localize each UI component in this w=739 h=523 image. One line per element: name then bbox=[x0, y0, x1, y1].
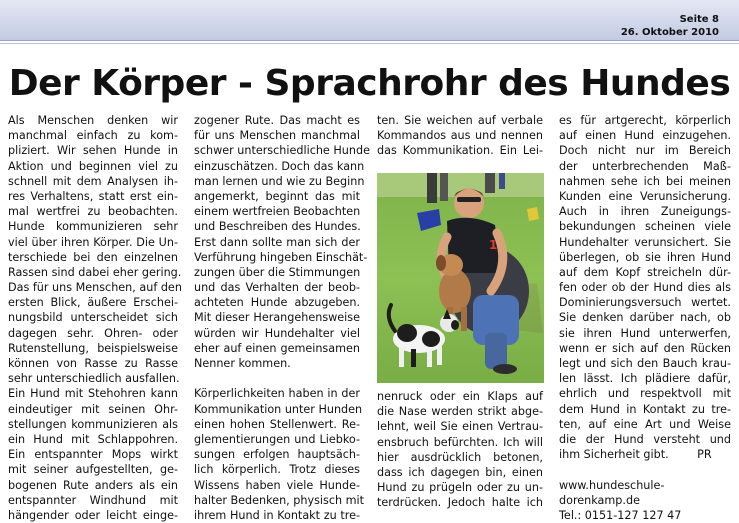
website-line-1: www.hundeschule- bbox=[559, 478, 665, 492]
text-line: Ein entspannter Mops wirkt bbox=[8, 448, 178, 462]
text-line: hier ausdrücklich betonen, bbox=[377, 450, 543, 464]
issue-date: 26. Oktober 2010 bbox=[620, 27, 719, 38]
header-divider bbox=[0, 43, 739, 44]
text-line: Erst dann sollte man sich der bbox=[194, 235, 360, 249]
text-line: Das für uns Menschen, auf den bbox=[8, 281, 182, 295]
text-line: Kommandos aus und nennen bbox=[377, 129, 543, 143]
paragraph-gap bbox=[194, 371, 360, 386]
text-line: ersten Blick, äußere Erschei- bbox=[8, 296, 178, 310]
text-line: Mit dieser Herangehensweise bbox=[194, 311, 360, 325]
text-line: bekundungen scheinen viele bbox=[559, 220, 731, 234]
text-line: sehr unterschiedlich ausfallen. bbox=[8, 372, 180, 386]
text-line: schwer unterschiedliche Hunde bbox=[194, 144, 370, 158]
text-line: das Kommunikation. Ein Lei- bbox=[377, 144, 543, 158]
text-line: Hunde kommunizieren sehr bbox=[8, 220, 178, 234]
text-line: einen hohen Stellenwert. Re- bbox=[194, 417, 360, 431]
text-line: Auch in ihren Zuneigungs- bbox=[559, 205, 731, 219]
text-line: glementierungen und Liebko- bbox=[194, 432, 360, 446]
text-line: für uns Menschen manchmal bbox=[194, 129, 360, 143]
text-line: Als Menschen denken wir bbox=[8, 114, 178, 127]
text-line: hängender oder leicht einge- bbox=[8, 508, 178, 522]
text-line: terschiede bei den einzelnen bbox=[8, 250, 178, 264]
text-line: die Nase werden strikt abge- bbox=[377, 405, 543, 419]
text-line: Verführung hingeben Einschät- bbox=[194, 250, 368, 264]
text-line: ihm Sicherheit gibt. PR bbox=[559, 448, 712, 462]
text-line: len lässt. Ich plädiere dafür, bbox=[559, 372, 731, 386]
text-line: fen oder ob der Hund dies als bbox=[559, 281, 731, 295]
text-line: ein Hund mit Schlappohren. bbox=[8, 432, 178, 446]
text-line: mal wertfrei zu beobachten. bbox=[8, 205, 178, 219]
text-line: entspannter Windhund mit bbox=[8, 493, 178, 507]
text-column-1 bbox=[8, 113, 182, 523]
text-line: mit seiner aufgestellten, ge- bbox=[8, 463, 178, 477]
page-number: Seite 8 bbox=[679, 14, 719, 25]
text-line: würden wir Hundehalter viel bbox=[194, 326, 360, 340]
text-line: viel über ihren Körper. Die Un- bbox=[8, 235, 178, 249]
text-line: Wissens haben viele Hunde- bbox=[194, 478, 360, 492]
text-line: zogener Rute. Das macht es bbox=[194, 114, 360, 127]
text-line: manchmal einfach zu kom- bbox=[8, 129, 178, 143]
text-line: Sie denken darüber nach, ob bbox=[559, 311, 731, 325]
text-line: dagegen sehr. Ohren- oder bbox=[8, 326, 178, 340]
text-line: und Beschreiben des Hundes. bbox=[194, 220, 361, 234]
text-line: einem wertfreien Beobachten bbox=[194, 205, 361, 219]
text-line: nungsbild unterscheidet sich bbox=[8, 311, 178, 325]
text-line: man lernen und wie zu Beginn bbox=[194, 174, 365, 188]
text-line: legt und sich den Bauch krau- bbox=[559, 357, 731, 370]
text-line: eindeutiger mit seinen Ohr- bbox=[8, 402, 178, 416]
text-column-2 bbox=[194, 113, 370, 523]
text-line: Aktion und beginnen viel zu bbox=[8, 159, 178, 173]
text-line: Dominierungsversuch wertet. bbox=[559, 296, 731, 310]
text-line: auf dem Kopf streicheln dür- bbox=[559, 265, 731, 279]
text-line: überlegen, ob sie ihren Hund bbox=[559, 250, 731, 264]
text-column-3-bottom bbox=[377, 389, 543, 511]
text-line: ensbruch befürchten. Ich will bbox=[377, 435, 543, 449]
text-line: ten, auf eine Art und Weise bbox=[559, 417, 731, 431]
text-line: eher auf einen gemeinsamen bbox=[194, 341, 360, 355]
text-line: können von Rasse zu Rasse bbox=[8, 357, 178, 370]
text-line: auf einen Hund einzugehen. bbox=[559, 129, 731, 143]
text-line: wenn er sich auf den Rücken bbox=[559, 341, 731, 355]
text-line: dem Hund in Kontakt zu tre- bbox=[559, 402, 731, 416]
text-line: ehrlich und respektvoll mit bbox=[559, 387, 731, 401]
text-line: sungen erfolgen hauptsäch- bbox=[194, 448, 360, 462]
website-line-2: dorenkamp.de bbox=[559, 493, 640, 507]
text-column-3-top bbox=[377, 113, 543, 159]
text-line: schnell mit dem Analysen ih- bbox=[8, 174, 178, 188]
text-line: es für artgerecht, körperlich bbox=[559, 114, 731, 127]
text-line: zungen über die Stimmungen bbox=[194, 265, 361, 279]
text-line: dass ich dagegen bin, einen bbox=[377, 465, 543, 479]
text-column-4 bbox=[559, 113, 731, 523]
text-line: sie ihren Hund unterwerfen, bbox=[559, 326, 731, 340]
text-line: die der Hund versteht und bbox=[559, 432, 731, 446]
text-line: halter Bedenken, physisch mit bbox=[194, 493, 365, 507]
text-line: Ein Hund mit Stehohren kann bbox=[8, 387, 178, 401]
phone-number: Tel.: 0151-127 127 47 bbox=[559, 508, 682, 522]
text-line: der unterbrechenden Maß- bbox=[559, 159, 731, 173]
text-line: Hundehalter verunsichert. Sie bbox=[559, 235, 731, 249]
text-line: Rassen sind dabei eher gering. bbox=[8, 265, 182, 279]
text-line: und das Verhalten der beob- bbox=[194, 281, 360, 295]
photo-man-with-dogs bbox=[377, 173, 544, 383]
text-line: angemerkt, beginnt das mit bbox=[194, 189, 360, 203]
text-line: terdrücken. Jedoch halte ich bbox=[377, 496, 543, 510]
text-line: Doch nicht nur im Bereich bbox=[559, 144, 731, 158]
article-headline: Der Körper - Sprachrohr des Hundes bbox=[8, 63, 731, 104]
text-line: Kommunikation unter Hunden bbox=[194, 402, 363, 416]
text-line: nenruck oder ein Klaps auf bbox=[377, 390, 543, 403]
text-line: lich körperlich. Trotz dieses bbox=[194, 463, 360, 477]
text-line: Rutenstellung, beispielsweise bbox=[8, 341, 178, 355]
text-line: nahmen sehe ich bei meinen bbox=[559, 174, 731, 188]
shirt-number: 12 bbox=[489, 238, 506, 252]
text-line: Kunden eine Verunsicherung. bbox=[559, 189, 731, 203]
text-line: Körperlichkeiten haben in der bbox=[194, 387, 360, 401]
text-line: Hund zu prügeln oder zu un- bbox=[377, 481, 543, 495]
text-line: achteten Hunde abzugeben. bbox=[194, 296, 360, 310]
text-line: ten. Sie weichen auf verbale bbox=[377, 114, 543, 127]
text-line: Nenner kommen. bbox=[194, 357, 291, 370]
article-photo bbox=[377, 173, 544, 383]
text-line: stellungen kommunizieren als bbox=[8, 417, 178, 431]
text-line: ihrem Hund in Kontakt zu tre- bbox=[194, 508, 360, 522]
text-line: pliziert. Wir sehen Hunde in bbox=[8, 144, 178, 158]
text-line: res Verhaltens, statt erst ein- bbox=[8, 189, 178, 203]
text-line: lehnt, weil Sie einen Vertrau- bbox=[377, 420, 543, 434]
paragraph-gap bbox=[559, 462, 731, 477]
text-line: einzuschätzen. Doch das kann bbox=[194, 159, 365, 173]
text-line: bogenen Rute anders als ein bbox=[8, 478, 178, 492]
